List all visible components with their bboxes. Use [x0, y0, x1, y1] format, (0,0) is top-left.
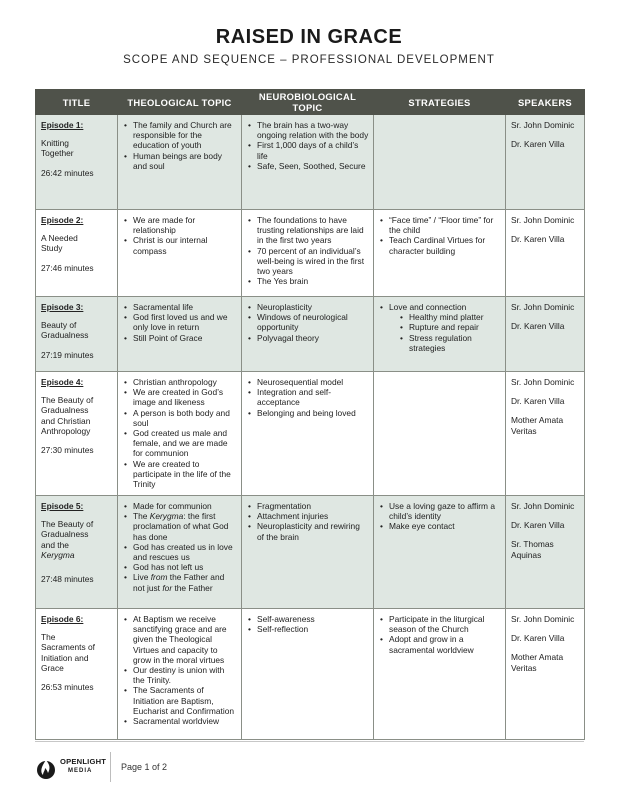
episode-duration: 27:19 minutes: [41, 349, 94, 360]
list-item: • We are created to participate in the life of the Trinity: [133, 459, 237, 490]
list-item: • Self-reflection: [257, 624, 369, 634]
neurobiological-cell: [242, 115, 374, 210]
episode-title-cell: [36, 115, 118, 210]
speaker: Mother Amata Veritas: [511, 415, 564, 436]
list-item: • Rupture and repair: [409, 322, 501, 332]
episode-title-cell: [36, 496, 118, 609]
list-item: • The Sacraments of Initiation are Baptism, Eucharist and Confirmation: [133, 685, 237, 716]
list-item: • Christ is our internal compass: [133, 235, 237, 255]
header-title: TITLE: [36, 90, 118, 115]
list-item: • Sacramental worldview: [133, 716, 237, 726]
neurobiological-cell: [242, 609, 374, 740]
episode-duration: 27:46 minutes: [41, 262, 94, 273]
list-item: • God has not left us: [133, 562, 237, 572]
list-item: • Teach Cardinal Virtues for character building: [389, 235, 501, 255]
theological-cell: [118, 210, 242, 297]
scope-sequence-table: [35, 89, 585, 740]
speaker: Dr. Karen Villa: [511, 234, 565, 245]
list-item: • Make eye contact: [389, 521, 501, 531]
episode-name: The Beauty of Gradualness and Christian Anthropology: [41, 395, 94, 436]
logo-wordmark: OPENLIGHT MEDIA: [60, 757, 107, 774]
list-item: • Windows of neurological opportunity: [257, 312, 369, 332]
document-title: RAISED IN GRACE: [215, 26, 403, 48]
episode-title-cell: [36, 609, 118, 740]
episode-label: Episode 6:: [41, 614, 84, 624]
list-item: • At Baptism we receive sanctifying grace and are given the Theological Virtues and capacity to grow in the moral virtues: [133, 614, 237, 665]
page-number: Page 1 of 2: [121, 762, 168, 772]
strategies-cell: [374, 297, 506, 372]
list-item: • We are made for relationship: [133, 215, 237, 235]
list-item: • Use a loving gaze to affirm a child’s identity: [389, 501, 501, 521]
episode-name: The Beauty of Gradualness and the Kerygma: [41, 519, 94, 560]
list-item: • God has created us in love and rescues us: [133, 542, 237, 562]
header-strategies: STRATEGIES: [374, 90, 506, 115]
strategies-cell: [374, 609, 506, 740]
list-item: • “Face time” / “Floor time” for the child: [389, 215, 501, 235]
speaker: Sr. Thomas Aquinas: [511, 539, 554, 560]
list-item: • Still Point of Grace: [133, 333, 237, 343]
list-item: • 70 percent of an individual’s well-being is wired in the first two years: [257, 246, 369, 277]
theological-cell: [118, 297, 242, 372]
episode-title-cell: [36, 297, 118, 372]
header-theological: THEOLOGICAL TOPIC: [118, 90, 242, 115]
list-item: • Neurosequential model: [257, 377, 369, 387]
neurobiological-cell: [242, 496, 374, 609]
neurobiological-cell: [242, 210, 374, 297]
speaker: Sr. John Dominic: [511, 614, 575, 624]
list-item: • Polyvagal theory: [257, 333, 369, 343]
strategies-cell: [374, 115, 506, 210]
strategies-cell: [374, 496, 506, 609]
episode-name: Beauty of Gradualness: [41, 320, 89, 341]
list-item: • First 1,000 days of a child’s life: [257, 140, 369, 160]
table-row: [36, 609, 585, 740]
speaker: Dr. Karen Villa: [511, 139, 565, 150]
episode-duration: 27:30 minutes: [41, 445, 94, 456]
episode-label: Episode 3:: [41, 302, 84, 312]
list-item: • The Yes brain: [257, 276, 369, 286]
list-item: • Stress regulation strategies: [409, 333, 501, 353]
speaker: Sr. John Dominic: [511, 501, 575, 511]
speaker: Dr. Karen Villa: [511, 396, 565, 407]
strategies-cell: [374, 210, 506, 297]
table-row: [36, 372, 585, 496]
list-item: • Belonging and being loved: [257, 408, 369, 418]
list-item: • Live from the Father and not just for the Father: [133, 572, 237, 592]
episode-label: Episode 4:: [41, 377, 84, 387]
list-item: • The family and Church are responsible for the education of youth: [133, 120, 237, 151]
list-item: • The foundations to have trusting relationships are laid in the first two years: [257, 215, 369, 246]
footer-divider: [35, 741, 584, 742]
speaker: Dr. Karen Villa: [511, 321, 565, 332]
speaker: Sr. John Dominic: [511, 215, 575, 225]
list-item: • We are created in God’s image and likeness: [133, 387, 237, 407]
strategies-cell: [374, 372, 506, 496]
speakers-cell: [506, 210, 585, 297]
speaker: Mother Amata Veritas: [511, 652, 564, 673]
list-item: • Participate in the liturgical season of the Church: [389, 614, 501, 634]
list-item: • Christian anthropology: [133, 377, 237, 387]
speakers-cell: [506, 496, 585, 609]
list-item: • A person is both body and soul: [133, 408, 237, 428]
episode-duration: 27:48 minutes: [41, 574, 94, 585]
theological-cell: [118, 372, 242, 496]
episode-title-cell: [36, 372, 118, 496]
episode-label: Episode 1:: [41, 120, 84, 130]
footer-separator: [110, 752, 111, 782]
header-neurobiological: NEUROBIOLOGICAL TOPIC: [242, 90, 374, 115]
neurobiological-cell: [242, 372, 374, 496]
speakers-cell: [506, 115, 585, 210]
episode-name: Knitting Together: [41, 138, 74, 159]
speaker: Sr. John Dominic: [511, 120, 575, 130]
table-row: [36, 115, 585, 210]
speaker: Dr. Karen Villa: [511, 633, 565, 644]
list-item: • Healthy mind platter: [409, 312, 501, 322]
speaker: Sr. John Dominic: [511, 302, 575, 312]
episode-duration: 26:42 minutes: [41, 167, 94, 178]
table-header-row: [36, 90, 585, 115]
speaker: Dr. Karen Villa: [511, 520, 565, 531]
list-item: • Attachment injuries: [257, 511, 369, 521]
list-item: • Adopt and grow in a sacramental worldview: [389, 634, 501, 654]
speaker: Sr. John Dominic: [511, 377, 575, 387]
speakers-cell: [506, 609, 585, 740]
episode-label: Episode 5:: [41, 501, 84, 511]
episode-name: A Needed Study: [41, 233, 78, 254]
theological-cell: [118, 496, 242, 609]
list-item: • God first loved us and we only love in return: [133, 312, 237, 332]
table-row: [36, 297, 585, 372]
list-item: • Human beings are body and soul: [133, 151, 237, 171]
neurobiological-cell: [242, 297, 374, 372]
theological-cell: [118, 609, 242, 740]
speakers-cell: [506, 372, 585, 496]
table-row: [36, 496, 585, 609]
list-item: • Integration and self-acceptance: [257, 387, 369, 407]
list-item: • Sacramental life: [133, 302, 237, 312]
list-item: • The Kerygma: the first proclamation of what God has done: [133, 511, 237, 542]
list-item: • The brain has a two-way ongoing relation with the body: [257, 120, 369, 140]
list-item: • Fragmentation: [257, 501, 369, 511]
list-item: • Safe, Seen, Soothed, Secure: [257, 161, 369, 171]
table-row: [36, 210, 585, 297]
episode-name: The Sacraments of Initiation and Grace: [41, 632, 95, 673]
list-item: • Self-awareness: [257, 614, 369, 624]
list-item: • Love and connection • Healthy mind platter • Rupture and repair • Stress regulation strategies: [389, 302, 501, 353]
flame-icon: [36, 755, 56, 781]
episode-duration: 26:53 minutes: [41, 682, 94, 693]
list-item: • God created us male and female, and we are made for communion: [133, 428, 237, 459]
theological-cell: [118, 115, 242, 210]
list-item: • Our destiny is union with the Trinity.: [133, 665, 237, 685]
header-speakers: SPEAKERS: [506, 90, 585, 115]
list-item: • Made for communion: [133, 501, 237, 511]
episode-label: Episode 2:: [41, 215, 84, 225]
speakers-cell: [506, 297, 585, 372]
list-item: • Neuroplasticity: [257, 302, 369, 312]
document-subtitle: SCOPE AND SEQUENCE – PROFESSIONAL DEVELOPMENT: [123, 54, 495, 66]
episode-title-cell: [36, 210, 118, 297]
list-item: • Neuroplasticity and rewiring of the brain: [257, 521, 369, 541]
